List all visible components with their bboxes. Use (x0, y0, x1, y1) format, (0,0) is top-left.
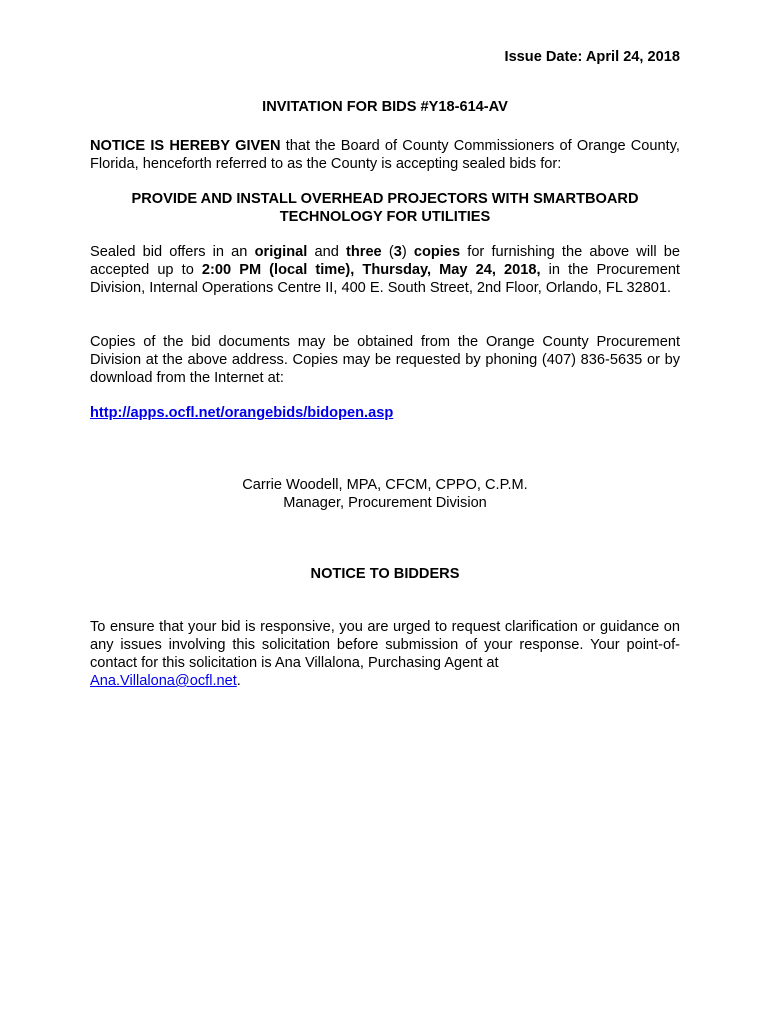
bid-deadline: 2:00 PM (local time), Thursday, May 24, 2018, (201, 262, 541, 278)
project-title-line-2: TECHNOLOGY FOR UTILITIES (279, 209, 491, 225)
bidders-text: To ensure that your bid is responsive, you are urged to request clarification or guidance on any issues involving this solicitation before submission of your response. Your point-of-contact for this solicitation is Ana Villalona, Purchasing Agent at (90, 619, 680, 671)
notice-lead: NOTICE IS HEREBY GIVEN (90, 138, 281, 154)
notice-paragraph (90, 137, 680, 173)
notice-text: that the Board of County Commissioners of Orange County, Florida, henceforth referred to as the County is accepting sealed bids for: (90, 138, 680, 172)
contact-email-link[interactable]: Ana.Villalona@ocfl.net (90, 673, 237, 689)
bid-url-paragraph (90, 404, 680, 422)
copies-paragraph: Copies of the bid documents may be obtained from the Orange County Procurement Division at the above address. Copies may be requested by phoning (407) 836-5635 or by download from the Internet at: (90, 334, 680, 386)
bidders-paragraph: To ensure that your bid is responsive, you are urged to request clarification or guidance on any issues involving this solicitation before submission of your response. Your point-of-contact for this solicitation is Ana Villalona, Purchasing Agent at Ana.Villalona@ocfl.net. (90, 619, 680, 689)
project-title-line-1: PROVIDE AND INSTALL OVERHEAD PROJECTORS WITH SMARTBOARD (131, 191, 639, 207)
signature-block (90, 476, 680, 512)
project-title (90, 190, 680, 226)
notice-to-bidders-heading: NOTICE TO BIDDERS (310, 566, 460, 582)
sealed-bid-paragraph: Sealed bid offers in an original and three (3) copies for furnishing the above will be accepted up to 2:00 PM (local time), Thursday, May 24, 2018, in the Procurement Division, Internal Operations Centre II, 400 E. South Street, 2nd Floor, Orlando, FL 32801. (90, 244, 680, 296)
signatory-title: Manager, Procurement Division (283, 495, 487, 511)
signatory-name: Carrie Woodell, MPA, CFCM, CPPO, C.P.M. (242, 477, 528, 493)
document-title: INVITATION FOR BIDS #Y18-614-AV (262, 99, 508, 115)
bid-url-link[interactable]: http://apps.ocfl.net/orangebids/bidopen.asp (90, 405, 394, 421)
issue-date: Issue Date: April 24, 2018 (504, 49, 680, 65)
